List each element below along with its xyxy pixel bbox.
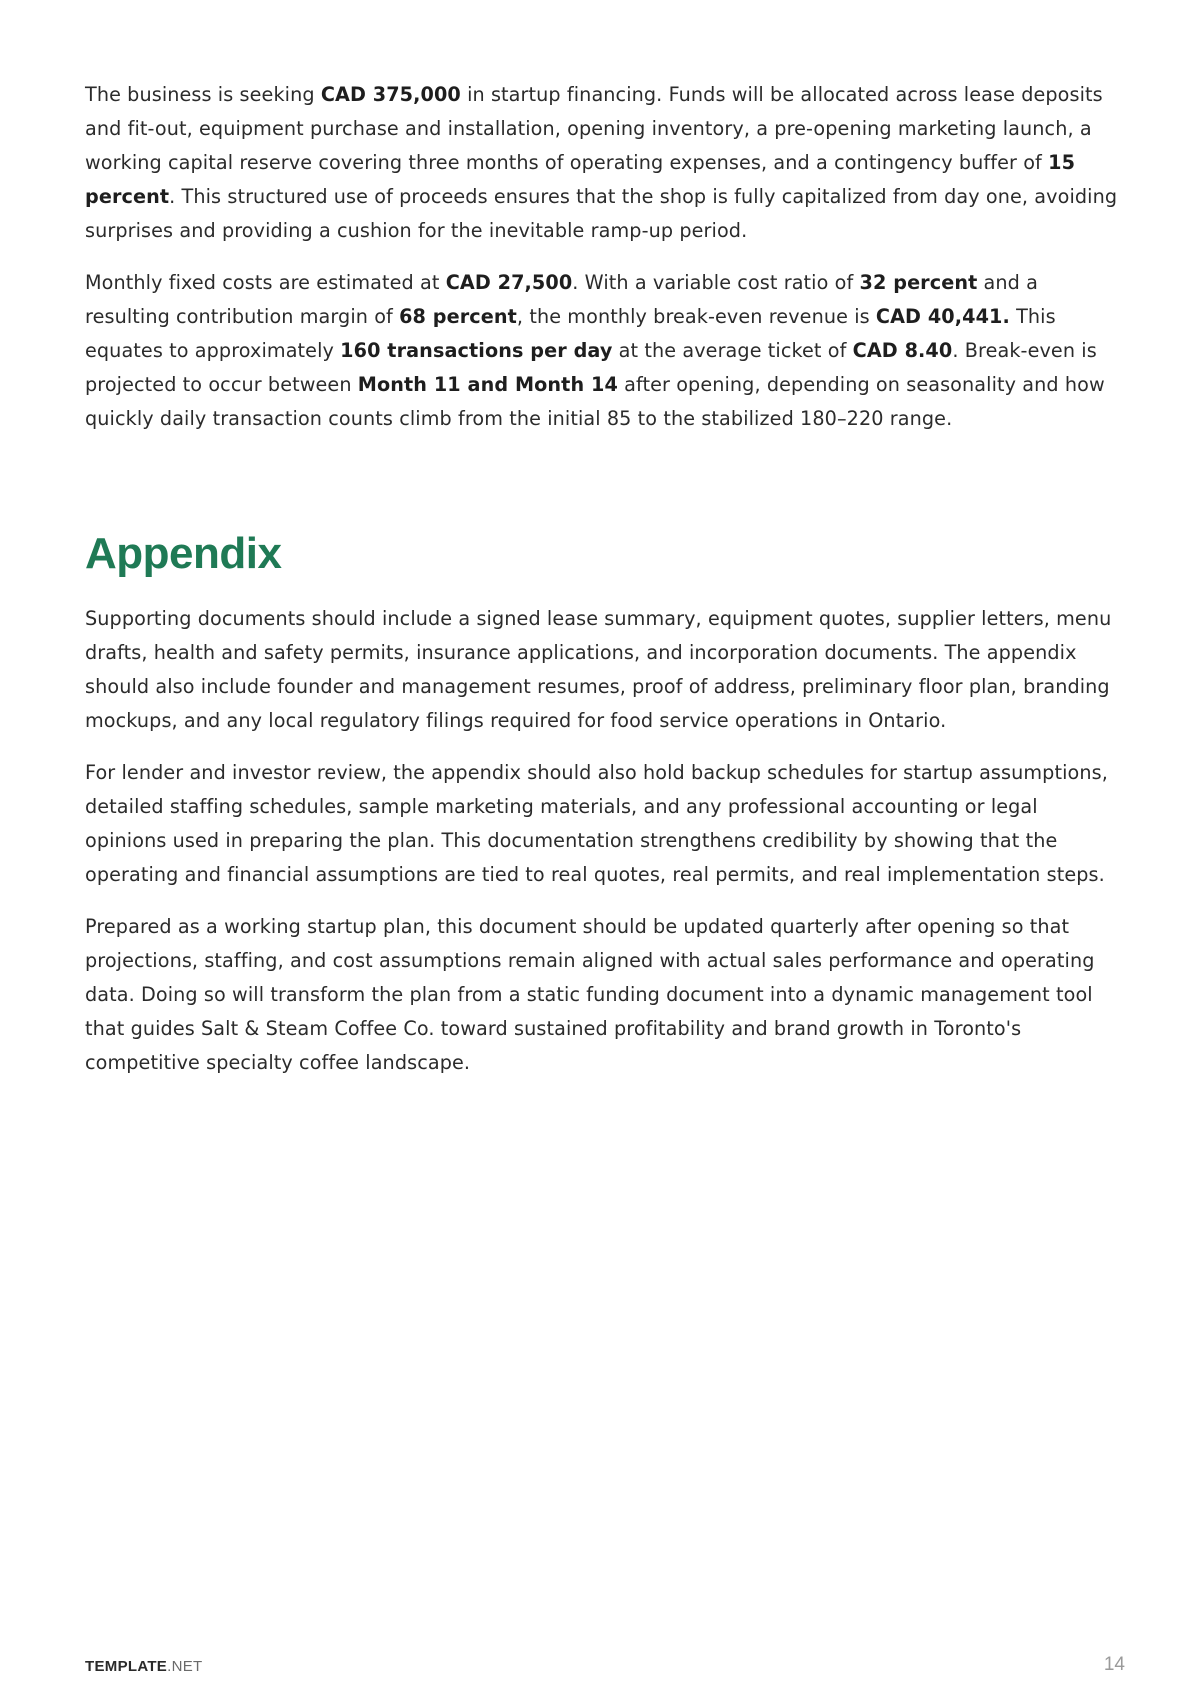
break-even-months: Month 11 and Month 14 [357, 373, 618, 396]
financing-text: in startup financing. Funds will be allocated across lease deposits and fit-out, equipment purchase and installation, opening inventory, a pre-opening marketing launch, a working capital reserve covering three months of operating expenses, and a contingency buffer of [85, 83, 1103, 174]
break-even-paragraph [85, 266, 1120, 436]
financing-text: The business is seeking [85, 83, 321, 106]
appendix-heading: Appendix [85, 529, 282, 578]
average-ticket: CAD 8.40 [852, 339, 953, 362]
break-even-text: Monthly fixed costs are estimated at [85, 271, 446, 294]
break-even-text: . Break-even is projected to occur between [85, 339, 1097, 396]
financing-amount: CAD 375,000 [320, 83, 461, 106]
break-even-text: . With a variable cost ratio of [572, 271, 860, 294]
brand-domain: .NET [167, 1658, 203, 1675]
appendix-paragraph: For lender and investor review, the appendix should also hold backup schedules for startup assumptions, detailed staffing schedules, sample marketing materials, and any professional accounting or legal opinions used in preparing the plan. This documentation strengthens credibility by showing that the operating and financial assumptions are tied to real quotes, real permits, and real implementation steps. [85, 761, 1108, 886]
variable-cost-ratio: 32 percent [859, 271, 978, 294]
page-content [85, 78, 1120, 1098]
fixed-costs-value: CAD 27,500 [445, 271, 573, 294]
break-even-text: after opening, depending on seasonality and how quickly daily transaction counts climb from the initial 85 to the stabilized 180–220 range. [85, 373, 1105, 430]
break-even-revenue: CAD 40,441. [875, 305, 1010, 328]
financing-paragraph [85, 78, 1120, 248]
brand-name: TEMPLATE [85, 1658, 168, 1675]
break-even-text: , the monthly break-even revenue is [516, 305, 876, 328]
financing-text: . This structured use of proceeds ensures that the shop is fully capitalized from day one, avoiding surprises and providing a cushion for the inevitable ramp-up period. [85, 185, 1118, 242]
contribution-margin: 68 percent [399, 305, 517, 328]
footer-brand-logo [85, 1658, 203, 1675]
page-number: 14 [1103, 1654, 1125, 1675]
appendix-paragraph: Supporting documents should include a signed lease summary, equipment quotes, supplier letters, menu drafts, health and safety permits, insurance applications, and incorporation documents. The appendix should also include founder and management resumes, proof of address, preliminary floor plan, branding mockups, and any local regulatory filings required for food service operations in Ontario. [85, 607, 1112, 732]
break-even-text: This equates to approximately [85, 305, 1056, 362]
break-even-text: and a resulting contribution margin of [85, 271, 1039, 328]
break-even-text: at the average ticket of [612, 339, 853, 362]
contingency-percent: 15 percent [85, 151, 1076, 208]
transactions-per-day: 160 transactions per day [340, 339, 613, 362]
appendix-paragraph: Prepared as a working startup plan, this document should be updated quarterly after opening so that projections, staffing, and cost assumptions remain aligned with actual sales performance and operating data. Doing so will transform the plan from a static funding document into a dynamic management tool that guides Salt & Steam Coffee Co. toward sustained profitability and brand growth in Toronto's competitive specialty coffee landscape. [85, 915, 1095, 1074]
